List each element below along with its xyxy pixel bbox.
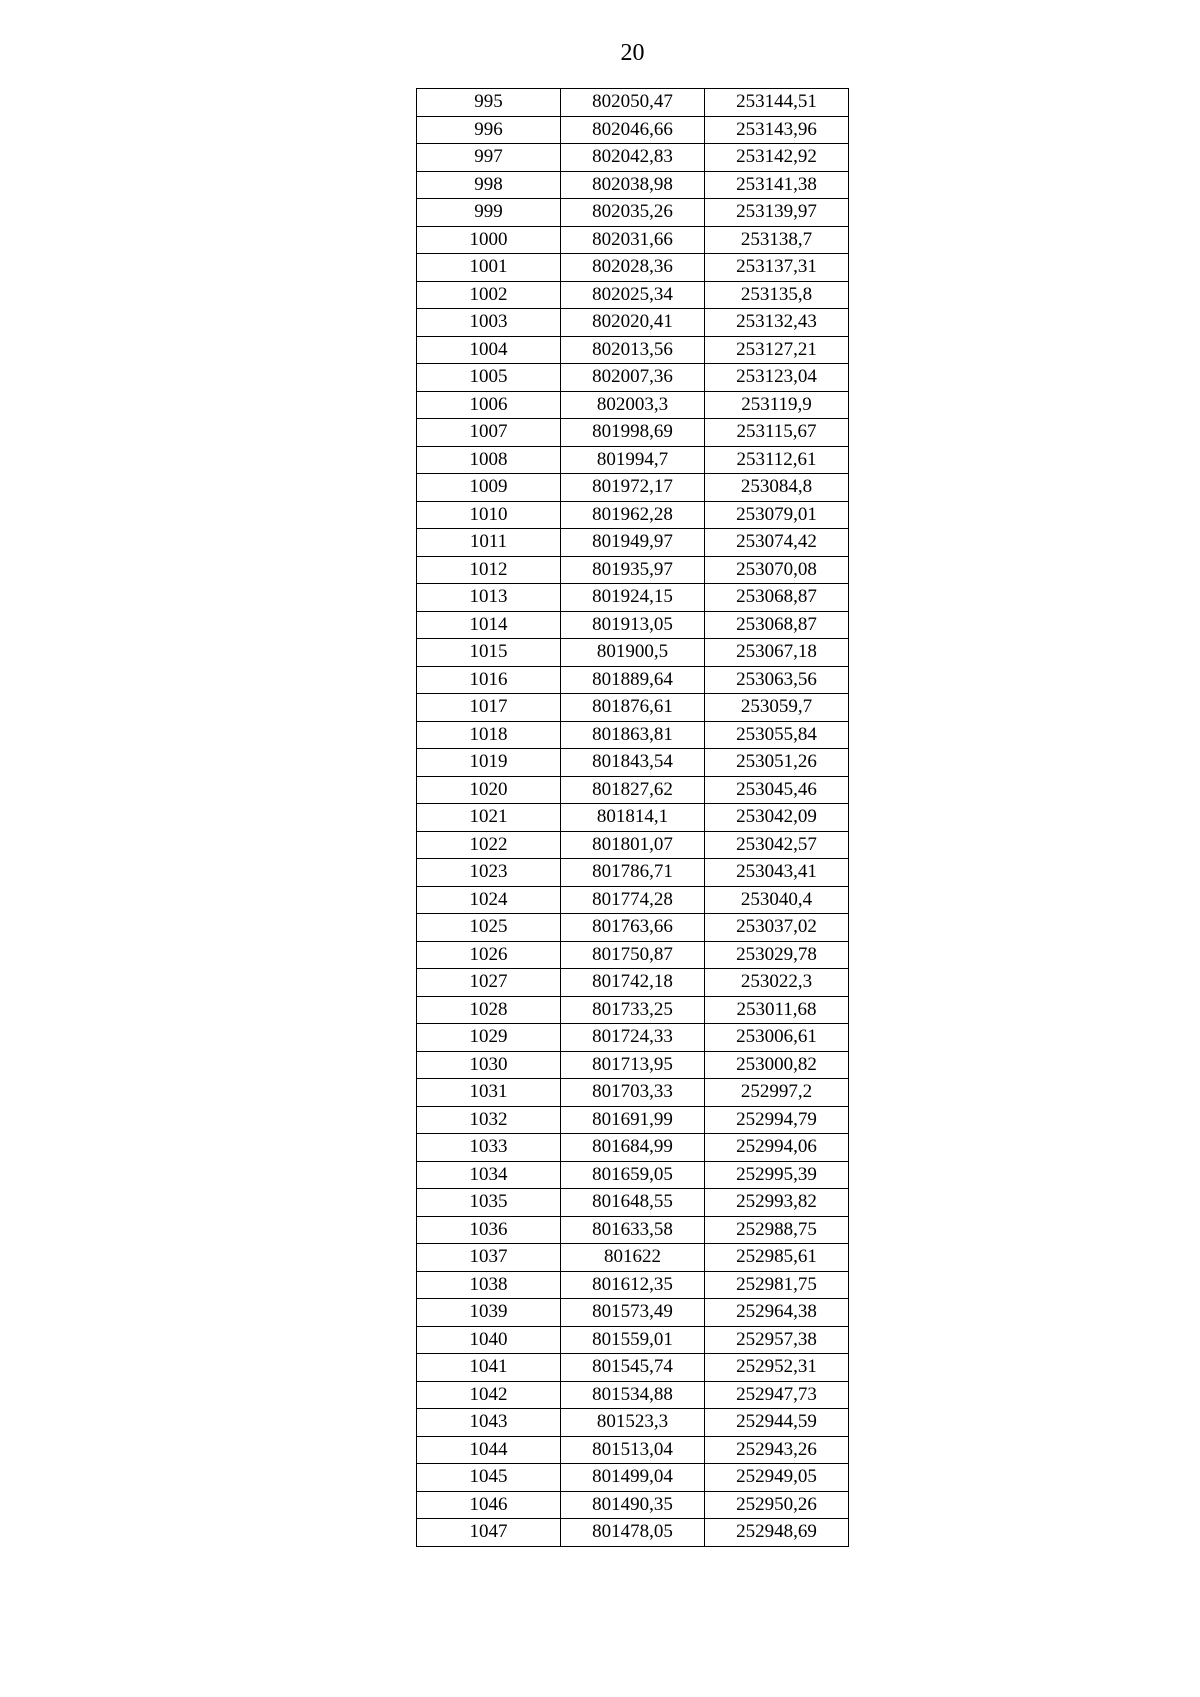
table-row: [417, 171, 849, 199]
x-coordinate-cell: 801843,54: [561, 749, 705, 777]
x-coordinate-cell: 801573,49: [561, 1299, 705, 1327]
y-coordinate-cell: 253029,78: [705, 941, 849, 969]
y-coordinate-cell: 253137,31: [705, 254, 849, 282]
x-coordinate-cell: 802046,66: [561, 116, 705, 144]
x-coordinate-cell: 801889,64: [561, 666, 705, 694]
y-coordinate-cell: 253144,51: [705, 89, 849, 117]
table-row: [417, 969, 849, 997]
point-number-cell: 1046: [417, 1491, 561, 1519]
point-number-cell: 1036: [417, 1216, 561, 1244]
table-row: [417, 1134, 849, 1162]
x-coordinate-cell: 802031,66: [561, 226, 705, 254]
table-row: [417, 666, 849, 694]
y-coordinate-cell: 253006,61: [705, 1024, 849, 1052]
table-row: [417, 776, 849, 804]
x-coordinate-cell: 801814,1: [561, 804, 705, 832]
table-row: [417, 116, 849, 144]
y-coordinate-cell: 252994,79: [705, 1106, 849, 1134]
table-row: [417, 446, 849, 474]
y-coordinate-cell: 253042,57: [705, 831, 849, 859]
point-number-cell: 1017: [417, 694, 561, 722]
y-coordinate-cell: 253000,82: [705, 1051, 849, 1079]
y-coordinate-cell: 253022,3: [705, 969, 849, 997]
x-coordinate-cell: 802020,41: [561, 309, 705, 337]
x-coordinate-cell: 801774,28: [561, 886, 705, 914]
y-coordinate-cell: 252997,2: [705, 1079, 849, 1107]
y-coordinate-cell: 252985,61: [705, 1244, 849, 1272]
y-coordinate-cell: 252943,26: [705, 1436, 849, 1464]
x-coordinate-cell: 801935,97: [561, 556, 705, 584]
table-row: [417, 1079, 849, 1107]
table-row: [417, 1464, 849, 1492]
point-number-cell: 1014: [417, 611, 561, 639]
point-number-cell: 997: [417, 144, 561, 172]
point-number-cell: 1027: [417, 969, 561, 997]
table-row: [417, 89, 849, 117]
x-coordinate-cell: 801633,58: [561, 1216, 705, 1244]
x-coordinate-cell: 801534,88: [561, 1381, 705, 1409]
point-number-cell: 1025: [417, 914, 561, 942]
y-coordinate-cell: 252957,38: [705, 1326, 849, 1354]
point-number-cell: 1022: [417, 831, 561, 859]
point-number-cell: 1040: [417, 1326, 561, 1354]
x-coordinate-cell: 801786,71: [561, 859, 705, 887]
x-coordinate-cell: 801684,99: [561, 1134, 705, 1162]
point-number-cell: 1020: [417, 776, 561, 804]
y-coordinate-cell: 252988,75: [705, 1216, 849, 1244]
y-coordinate-cell: 253051,26: [705, 749, 849, 777]
y-coordinate-cell: 253119,9: [705, 391, 849, 419]
page-number: 20: [620, 40, 645, 66]
x-coordinate-cell: 801863,81: [561, 721, 705, 749]
x-coordinate-cell: 802003,3: [561, 391, 705, 419]
y-coordinate-cell: 253142,92: [705, 144, 849, 172]
x-coordinate-cell: 801876,61: [561, 694, 705, 722]
table-row: [417, 391, 849, 419]
table-row: [417, 804, 849, 832]
point-number-cell: 1012: [417, 556, 561, 584]
x-coordinate-cell: 801801,07: [561, 831, 705, 859]
point-number-cell: 1013: [417, 584, 561, 612]
point-number-cell: 1023: [417, 859, 561, 887]
point-number-cell: 1043: [417, 1409, 561, 1437]
table-row: [417, 364, 849, 392]
table-row: [417, 694, 849, 722]
y-coordinate-cell: 252993,82: [705, 1189, 849, 1217]
point-number-cell: 1042: [417, 1381, 561, 1409]
y-coordinate-cell: 253043,41: [705, 859, 849, 887]
table-row: [417, 721, 849, 749]
coordinates-table: [416, 88, 849, 1547]
x-coordinate-cell: 801827,62: [561, 776, 705, 804]
table-row: [417, 336, 849, 364]
y-coordinate-cell: 252995,39: [705, 1161, 849, 1189]
x-coordinate-cell: 801513,04: [561, 1436, 705, 1464]
y-coordinate-cell: 252948,69: [705, 1519, 849, 1547]
x-coordinate-cell: 801900,5: [561, 639, 705, 667]
table-row: [417, 941, 849, 969]
point-number-cell: 1031: [417, 1079, 561, 1107]
y-coordinate-cell: 253127,21: [705, 336, 849, 364]
y-coordinate-cell: 253132,43: [705, 309, 849, 337]
y-coordinate-cell: 253067,18: [705, 639, 849, 667]
table-row: [417, 144, 849, 172]
y-coordinate-cell: 253042,09: [705, 804, 849, 832]
x-coordinate-cell: 801622: [561, 1244, 705, 1272]
table-row: [417, 529, 849, 557]
point-number-cell: 996: [417, 116, 561, 144]
x-coordinate-cell: 801724,33: [561, 1024, 705, 1052]
x-coordinate-cell: 801490,35: [561, 1491, 705, 1519]
y-coordinate-cell: 253068,87: [705, 584, 849, 612]
x-coordinate-cell: 801703,33: [561, 1079, 705, 1107]
table-row: [417, 1381, 849, 1409]
point-number-cell: 1015: [417, 639, 561, 667]
x-coordinate-cell: 801924,15: [561, 584, 705, 612]
point-number-cell: 1030: [417, 1051, 561, 1079]
table-row: [417, 254, 849, 282]
table-row: [417, 1106, 849, 1134]
x-coordinate-cell: 801972,17: [561, 474, 705, 502]
point-number-cell: 1003: [417, 309, 561, 337]
point-number-cell: 1024: [417, 886, 561, 914]
x-coordinate-cell: 801763,66: [561, 914, 705, 942]
point-number-cell: 1008: [417, 446, 561, 474]
table-row: [417, 226, 849, 254]
x-coordinate-cell: 801750,87: [561, 941, 705, 969]
point-number-cell: 1004: [417, 336, 561, 364]
point-number-cell: 1007: [417, 419, 561, 447]
table-row: [417, 1354, 849, 1382]
point-number-cell: 1026: [417, 941, 561, 969]
table-row: [417, 1491, 849, 1519]
y-coordinate-cell: 253037,02: [705, 914, 849, 942]
table-row: [417, 996, 849, 1024]
x-coordinate-cell: 801962,28: [561, 501, 705, 529]
y-coordinate-cell: 253070,08: [705, 556, 849, 584]
point-number-cell: 1016: [417, 666, 561, 694]
x-coordinate-cell: 801478,05: [561, 1519, 705, 1547]
y-coordinate-cell: 252981,75: [705, 1271, 849, 1299]
y-coordinate-cell: 253115,67: [705, 419, 849, 447]
y-coordinate-cell: 253045,46: [705, 776, 849, 804]
x-coordinate-cell: 802050,47: [561, 89, 705, 117]
x-coordinate-cell: 801559,01: [561, 1326, 705, 1354]
coordinates-table-body: [417, 89, 849, 1547]
table-row: [417, 1161, 849, 1189]
point-number-cell: 1006: [417, 391, 561, 419]
table-row: [417, 1051, 849, 1079]
point-number-cell: 1010: [417, 501, 561, 529]
x-coordinate-cell: 801994,7: [561, 446, 705, 474]
x-coordinate-cell: 802007,36: [561, 364, 705, 392]
point-number-cell: 1045: [417, 1464, 561, 1492]
y-coordinate-cell: 253138,7: [705, 226, 849, 254]
x-coordinate-cell: 801545,74: [561, 1354, 705, 1382]
point-number-cell: 1029: [417, 1024, 561, 1052]
point-number-cell: 1035: [417, 1189, 561, 1217]
table-row: [417, 1216, 849, 1244]
point-number-cell: 1044: [417, 1436, 561, 1464]
table-row: [417, 1271, 849, 1299]
y-coordinate-cell: 253079,01: [705, 501, 849, 529]
point-number-cell: 1041: [417, 1354, 561, 1382]
y-coordinate-cell: 253074,42: [705, 529, 849, 557]
y-coordinate-cell: 252964,38: [705, 1299, 849, 1327]
table-row: [417, 281, 849, 309]
point-number-cell: 1018: [417, 721, 561, 749]
table-row: [417, 474, 849, 502]
y-coordinate-cell: 253141,38: [705, 171, 849, 199]
point-number-cell: 1011: [417, 529, 561, 557]
point-number-cell: 1047: [417, 1519, 561, 1547]
table-row: [417, 501, 849, 529]
y-coordinate-cell: 253143,96: [705, 116, 849, 144]
x-coordinate-cell: 802035,26: [561, 199, 705, 227]
x-coordinate-cell: 801648,55: [561, 1189, 705, 1217]
table-row: [417, 859, 849, 887]
point-number-cell: 998: [417, 171, 561, 199]
x-coordinate-cell: 801733,25: [561, 996, 705, 1024]
x-coordinate-cell: 801949,97: [561, 529, 705, 557]
table-row: [417, 749, 849, 777]
x-coordinate-cell: 801499,04: [561, 1464, 705, 1492]
point-number-cell: 1000: [417, 226, 561, 254]
table-row: [417, 1189, 849, 1217]
table-row: [417, 1409, 849, 1437]
point-number-cell: 1032: [417, 1106, 561, 1134]
point-number-cell: 999: [417, 199, 561, 227]
point-number-cell: 1021: [417, 804, 561, 832]
table-row: [417, 886, 849, 914]
table-row: [417, 1244, 849, 1272]
point-number-cell: 1002: [417, 281, 561, 309]
point-number-cell: 1001: [417, 254, 561, 282]
y-coordinate-cell: 253068,87: [705, 611, 849, 639]
table-row: [417, 639, 849, 667]
table-row: [417, 1326, 849, 1354]
table-row: [417, 419, 849, 447]
x-coordinate-cell: 801612,35: [561, 1271, 705, 1299]
point-number-cell: 1028: [417, 996, 561, 1024]
y-coordinate-cell: 253135,8: [705, 281, 849, 309]
table-row: [417, 1436, 849, 1464]
y-coordinate-cell: 252952,31: [705, 1354, 849, 1382]
table-row: [417, 611, 849, 639]
table-row: [417, 309, 849, 337]
y-coordinate-cell: 252944,59: [705, 1409, 849, 1437]
point-number-cell: 1034: [417, 1161, 561, 1189]
y-coordinate-cell: 252949,05: [705, 1464, 849, 1492]
x-coordinate-cell: 801742,18: [561, 969, 705, 997]
y-coordinate-cell: 253063,56: [705, 666, 849, 694]
table-row: [417, 556, 849, 584]
table-row: [417, 1299, 849, 1327]
table-row: [417, 199, 849, 227]
x-coordinate-cell: 801523,3: [561, 1409, 705, 1437]
x-coordinate-cell: 801691,99: [561, 1106, 705, 1134]
table-row: [417, 914, 849, 942]
point-number-cell: 1019: [417, 749, 561, 777]
table-row: [417, 1519, 849, 1547]
point-number-cell: 1005: [417, 364, 561, 392]
x-coordinate-cell: 802028,36: [561, 254, 705, 282]
y-coordinate-cell: 252947,73: [705, 1381, 849, 1409]
x-coordinate-cell: 801713,95: [561, 1051, 705, 1079]
y-coordinate-cell: 253055,84: [705, 721, 849, 749]
y-coordinate-cell: 253059,7: [705, 694, 849, 722]
table-row: [417, 831, 849, 859]
x-coordinate-cell: 802013,56: [561, 336, 705, 364]
table-row: [417, 584, 849, 612]
point-number-cell: 1033: [417, 1134, 561, 1162]
table-row: [417, 1024, 849, 1052]
point-number-cell: 1037: [417, 1244, 561, 1272]
x-coordinate-cell: 801659,05: [561, 1161, 705, 1189]
x-coordinate-cell: 801998,69: [561, 419, 705, 447]
x-coordinate-cell: 802042,83: [561, 144, 705, 172]
x-coordinate-cell: 802025,34: [561, 281, 705, 309]
y-coordinate-cell: 252994,06: [705, 1134, 849, 1162]
y-coordinate-cell: 253112,61: [705, 446, 849, 474]
y-coordinate-cell: 253139,97: [705, 199, 849, 227]
y-coordinate-cell: 252950,26: [705, 1491, 849, 1519]
y-coordinate-cell: 253011,68: [705, 996, 849, 1024]
point-number-cell: 1039: [417, 1299, 561, 1327]
point-number-cell: 1009: [417, 474, 561, 502]
y-coordinate-cell: 253040,4: [705, 886, 849, 914]
y-coordinate-cell: 253084,8: [705, 474, 849, 502]
point-number-cell: 995: [417, 89, 561, 117]
y-coordinate-cell: 253123,04: [705, 364, 849, 392]
point-number-cell: 1038: [417, 1271, 561, 1299]
x-coordinate-cell: 802038,98: [561, 171, 705, 199]
x-coordinate-cell: 801913,05: [561, 611, 705, 639]
